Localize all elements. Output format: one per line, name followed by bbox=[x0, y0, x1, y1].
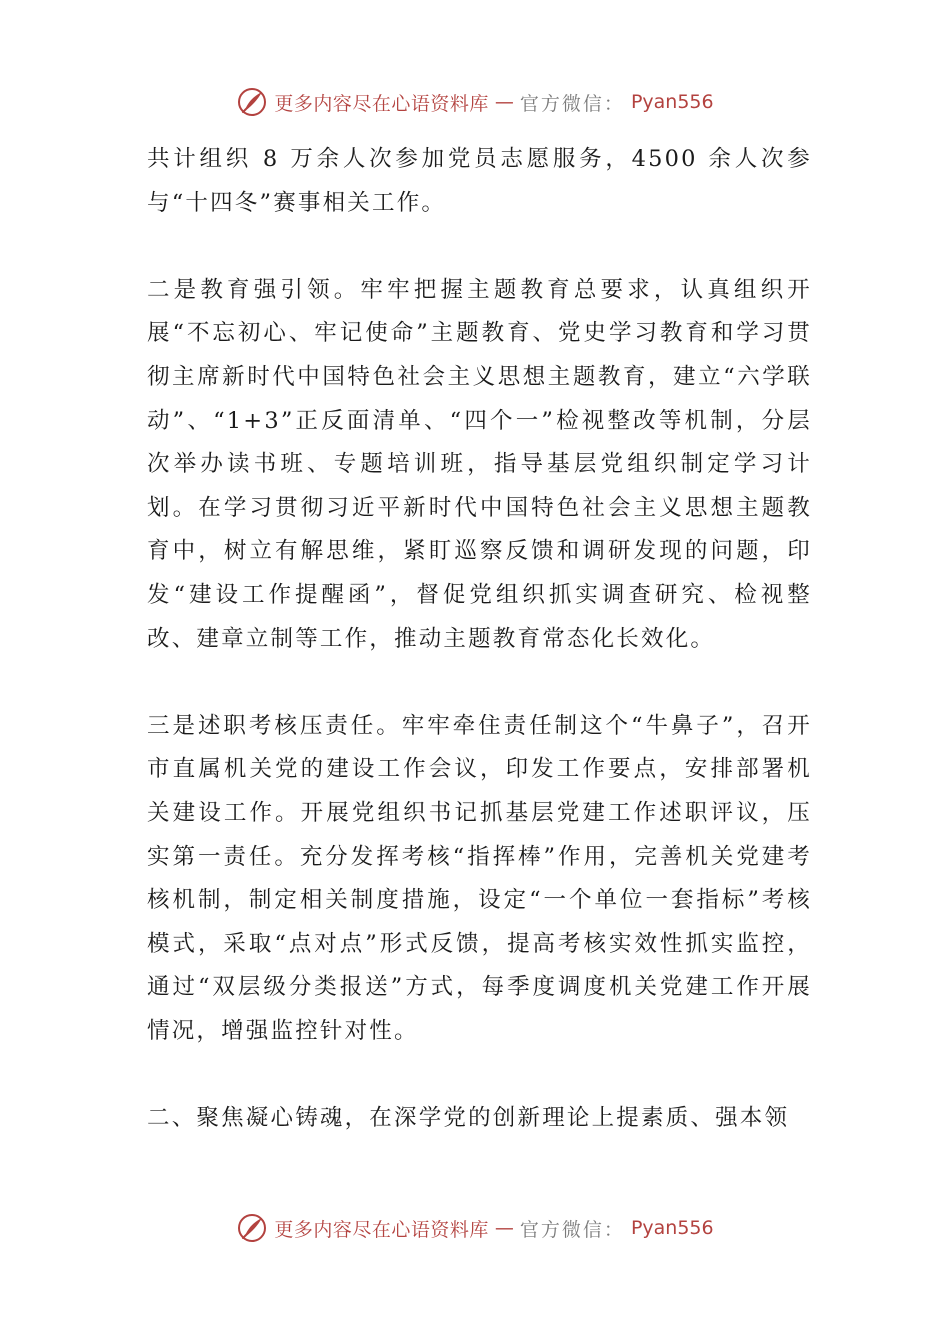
quill-logo-icon bbox=[236, 1212, 268, 1244]
watermark-id: Pyan556 bbox=[630, 91, 714, 113]
paragraph-education: 二是教育强引领。牢牢把握主题教育总要求，认真组织开展“不忘初心、牢记使命”主题教育、党史学习教育和学习贯彻主席新时代中国特色社会主义思想主题教育，建立“六学联动”、“1+3”正反面清单、“四个一”检视整改等机制，分层次举办读书班、专题培训班，指导基层党组织制定学习计划。在学习贯彻习近平新时代中国特色社会主义思想主题教育中，树立有解思维，紧盯巡察反馈和调研发现的问题，印发“建设工作提醒函”，督促党组织抓实调查研究、检视整改、建章立制等工作，推动主题教育常态化长效化。 bbox=[147, 276, 812, 652]
watermark-prefix: 更多内容尽在心语资料库 bbox=[274, 92, 489, 115]
document-body bbox=[147, 138, 812, 1141]
watermark-label: 官方微信： bbox=[519, 1218, 625, 1241]
watermark-prefix: 更多内容尽在心语资料库 bbox=[274, 1218, 489, 1241]
paragraph-assessment: 三是述职考核压责任。牢牢牵住责任制这个“牛鼻子”，召开市直属机关党的建设工作会议，印发工作要点，安排部署机关建设工作。开展党组织书记抓基层党建工作述职评议，压实第一责任。充分发挥考核“指挥棒”作用，完善机关党建考核机制，制定相关制度措施，设定“一个单位一套指标”考核模式，采取“点对点”形式反馈，提高考核实效性抓实监控，通过“双层级分类报送”方式，每季度调度机关党建工作开展情况，增强监控针对性。 bbox=[147, 712, 812, 1044]
paragraph-volunteer-summary: 共计组织 8 万余人次参加党员志愿服务，4500 余人次参与“十四冬”赛事相关工作。 bbox=[147, 146, 812, 216]
quill-logo-icon bbox=[236, 86, 268, 118]
paragraph-gap bbox=[147, 661, 812, 705]
paragraph-gap bbox=[147, 1053, 812, 1097]
watermark-label: 官方微信： bbox=[519, 92, 625, 115]
watermark-dash: — bbox=[494, 1217, 514, 1239]
paragraph-gap bbox=[147, 225, 812, 269]
watermark-id: Pyan556 bbox=[630, 1217, 714, 1239]
watermark-dash: — bbox=[494, 91, 514, 113]
section-heading: 二、聚焦凝心铸魂，在深学党的创新理论上提素质、强本领 bbox=[147, 1105, 790, 1132]
header-watermark bbox=[0, 86, 950, 118]
footer-watermark bbox=[0, 1212, 950, 1244]
